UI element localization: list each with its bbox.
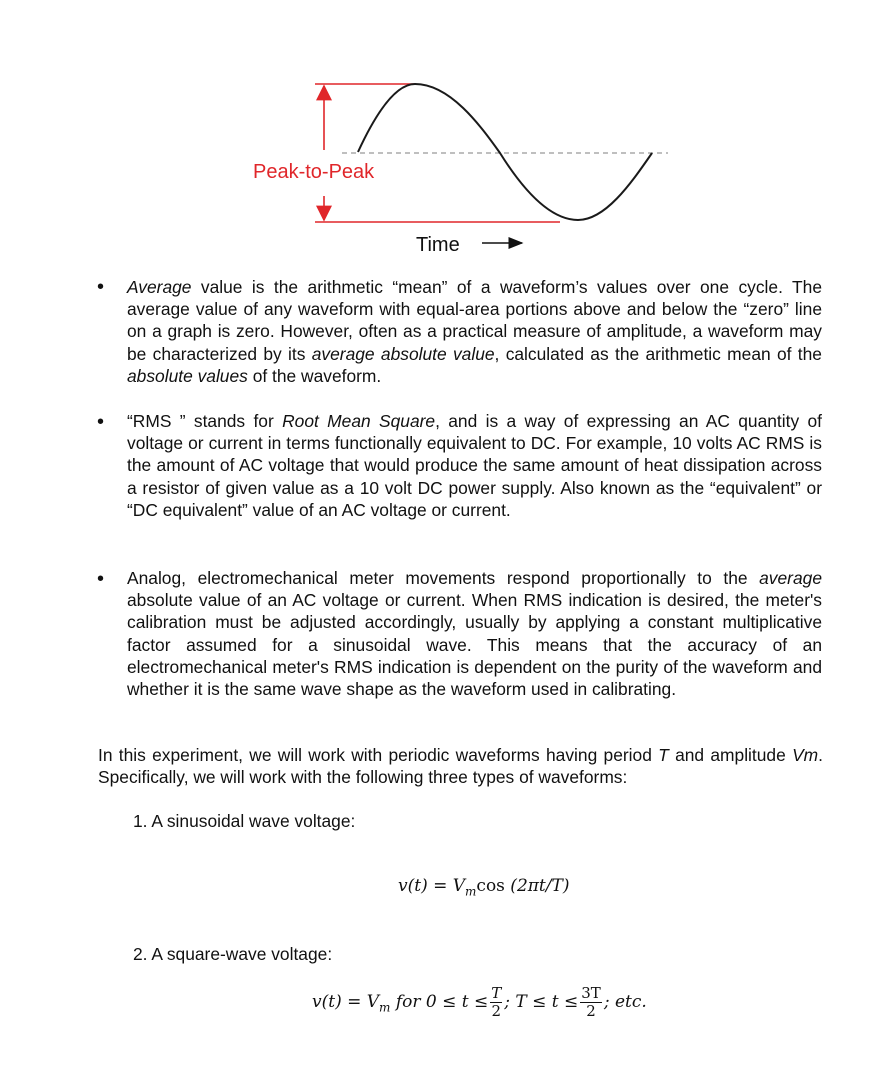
term-average: Average — [127, 277, 192, 297]
list-item-square: 2. A square-wave voltage: — [133, 944, 333, 964]
formula-lhs: v(t) = V — [398, 876, 466, 896]
text: In this experiment, we will work with periodic waveforms having period — [98, 745, 659, 765]
bullet-analog-meter — [127, 567, 822, 700]
formula-sinusoidal — [398, 876, 569, 898]
bullet-average — [127, 276, 822, 387]
fraction-denominator: 2 — [586, 1002, 596, 1020]
fraction-denominator: 2 — [491, 1002, 502, 1020]
fraction-T-over-2 — [490, 986, 502, 1019]
formula-square — [312, 986, 647, 1019]
fraction-3T-over-2 — [580, 986, 602, 1019]
text: value is the arithmetic “mean” of a waveform’s values over one cycle. The average value of any waveform with equal-area portions above and below the “zero” line on a graph is zero. However, often as a practical measure of amplitude, a waveform may be characterized by its — [127, 277, 822, 364]
text: of the waveform. — [247, 365, 382, 386]
bullet-dot — [97, 574, 107, 584]
cos-argument: (2πt/T) — [504, 876, 570, 896]
symbol-T: T — [658, 745, 669, 765]
text: and amplitude — [668, 745, 793, 765]
bullet-rms — [127, 410, 822, 521]
subscript-m: m — [465, 884, 477, 899]
fraction-numerator: 3T — [581, 984, 601, 1002]
fraction-numerator: T — [491, 984, 502, 1002]
formula-lhs: v(t) = V — [312, 992, 380, 1012]
formula-condition: for 0 ≤ t ≤ — [390, 992, 489, 1012]
term-average: average — [759, 568, 822, 588]
list-item-sinusoidal: 1. A sinusoidal wave voltage: — [133, 811, 356, 831]
symbol-Vm: Vm — [792, 745, 819, 765]
text: . Specifically, we will work with the following three types of waveforms: — [98, 745, 823, 788]
formula-etc: ; etc. — [603, 992, 647, 1012]
peak-to-peak-figure — [0, 0, 892, 270]
term-average-absolute: average absolute value — [311, 343, 495, 364]
text: absolute value of an AC voltage or current. When RMS indication is desired, the meter's calibration must be adjusted accordingly, usually by applying a constant multiplicative factor assumed for a sinusoidal wave. This means that the accuracy of an electromechanical meter's RMS indication is dependent on the purity of the waveform and whether it is the same wave shape as the waveform used in calibrating. — [127, 590, 822, 700]
formula-condition: ; T ≤ t ≤ — [504, 992, 579, 1012]
term-absolute-values: absolute values — [127, 365, 248, 386]
bullet-dot — [97, 282, 107, 292]
time-label: Time — [416, 234, 460, 256]
sine-wave — [358, 84, 652, 220]
intro-paragraph — [98, 744, 823, 788]
bullet-dot — [97, 417, 107, 427]
text: , calculated as the arithmetic mean of the — [494, 343, 822, 364]
subscript-m: m — [379, 1000, 391, 1015]
text: “RMS ” stands for — [127, 411, 283, 431]
text: Analog, electromechanical meter movements respond proportionally to the — [127, 568, 760, 588]
term-root-mean-square: Root Mean Square — [282, 411, 436, 431]
cos-function: cos — [476, 876, 505, 896]
peak-to-peak-label: Peak-to-Peak — [253, 161, 375, 183]
text: , and is a way of expressing an AC quantity of voltage or current in terms functionally equivalent to DC. For example, 10 volts AC RMS is the amount of AC voltage that would produce the same amount of heat dissipation across a resistor of given value as a 10 volt DC power supply. Also known as the “equivalent” or “DC equivalent” value of an AC voltage or current. — [127, 411, 822, 520]
